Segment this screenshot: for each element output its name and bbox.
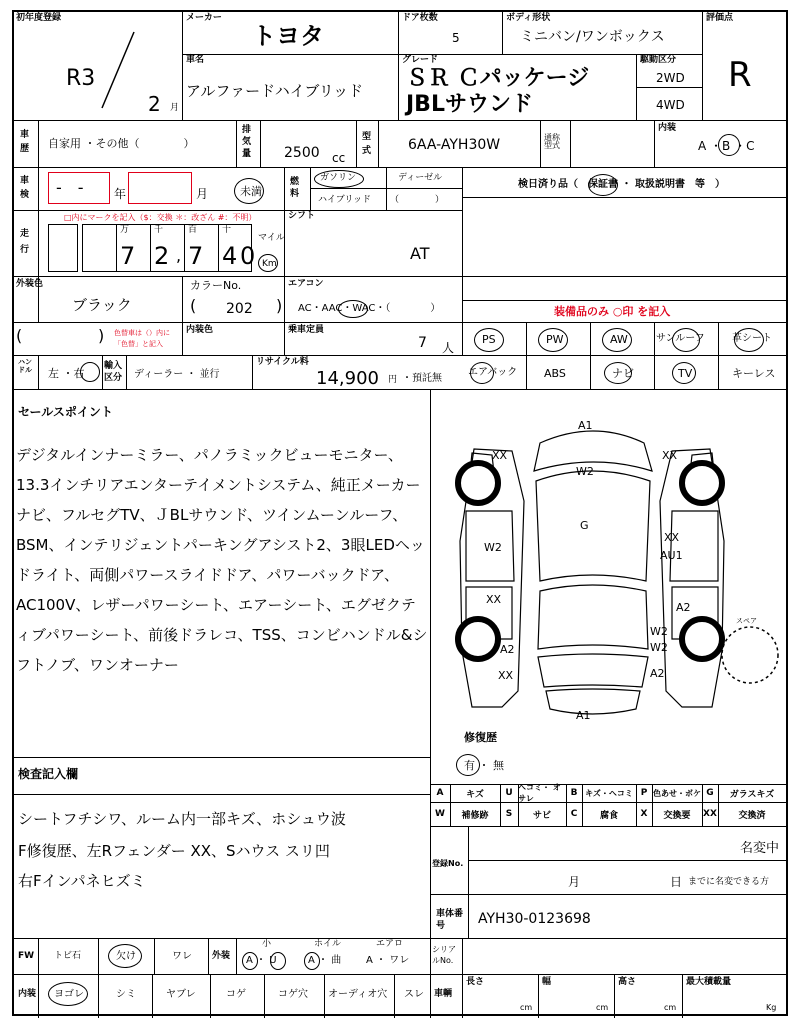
mileage-digit-3: 7 [188,242,204,270]
maker-label: メーカー [186,13,222,23]
equip-navi: ナビ [612,367,634,380]
legend-kizu: キズ [466,789,484,800]
equip-ps: PS [482,333,496,346]
mark-w2-hood: W2 [576,465,594,478]
interior-color-label: 内装色 [186,325,214,335]
mileage-note: □内にマークを記入（$：交換 ＊：改ざん #：不明） [64,213,257,222]
equip-header: 装備品のみ ○印 を記入 [554,305,671,318]
width-label: 幅 [542,977,552,987]
unit-hyaku: 百 [188,225,198,235]
legend-xx: XX [703,809,717,819]
mark-w2-rr: W2 [650,625,668,638]
capacity: 7 [418,335,427,351]
equip-ps-circle [474,328,504,352]
mark-g-roof: G [580,519,589,532]
height-unit: cm [664,1003,677,1012]
equip-airbag-circle [470,362,494,384]
size-label: 車輌 [434,989,453,999]
gaiso: 外装 [212,951,231,961]
audio-ana: オーディオ穴 [328,989,388,1000]
inspection-line-3: 右Fインパネヒズミ [18,872,146,890]
serial-label: シリアルNo. [432,945,456,965]
import-label: 輸入区分 [104,361,123,383]
warranty-circle [588,174,618,196]
legend-hekomi: ヘコミ・ オサレ [518,783,561,803]
color-value: ブラック [72,296,132,314]
displacement-label: 排気量 [242,125,252,159]
insp-circle [234,178,264,204]
equip-airbag: エアバック [468,367,518,378]
wac-circle [338,300,368,318]
inspection-none: 未満 [240,185,262,198]
reg-year-label: 初年度登録 [16,13,62,23]
mark-w2-rr2: W2 [650,641,668,654]
legend-p: P [640,788,648,798]
kake-circle [108,944,142,968]
registration-label: 登録No. [432,859,464,868]
legend-g: G [706,788,714,798]
yen-unit: 円 [388,375,398,385]
mileage-label: 走行 [20,229,30,255]
small-opts: A ・ U [246,955,277,966]
mileage-separator: , [176,246,182,265]
mark-xx-fl: XX [492,449,508,462]
mark-a2-ll: A2 [500,643,515,656]
interior-grade-circle [718,134,740,156]
shift-value: AT [410,244,430,263]
mileage-digit-2: 2 [154,242,170,270]
reg-deadline: までに名変できる方 [688,877,770,887]
shift-label: シフト [288,211,316,221]
tobi: トビ石 [54,951,82,961]
legend-fushoku: 腐食 [599,810,618,821]
legend-b: B [570,788,578,798]
mark-w2-left: W2 [484,541,502,554]
shimi: シミ [116,989,136,1000]
fuel-other: （ ） [390,195,445,205]
naiso-label: 内装 [18,989,37,999]
small-label: 小 [262,939,272,949]
sales-label: セールスポイント [18,405,113,419]
import-value: ディーラー ・ 並行 [134,369,220,380]
displacement: 2500 [284,145,320,161]
car-damage-diagram [432,391,784,782]
legend-c: C [570,809,578,819]
inspection-dashes: - - [56,178,84,197]
inspection-line-1: シートフチシワ、ルーム内一部キズ、ホシュウ波 [18,810,346,828]
legend-hoshu: 補修跡 [461,810,489,821]
reg-month: 2 [148,92,161,116]
mark-a1-top: A1 [578,419,593,432]
mark-xx-bl: XX [498,669,514,682]
handle-label: ハンドル [18,358,32,374]
equip-tv: TV [678,367,693,380]
person-unit: 人 [442,341,455,355]
month-unit-2: 月 [196,187,209,201]
legend-x: X [640,809,648,819]
fw-label: FW [18,951,35,961]
legend-s: S [505,809,513,819]
mark-a2-rr1: A2 [676,601,691,614]
legend-kokan-zumi: 交換済 [738,810,766,821]
drive-label: 駆動区分 [640,55,677,65]
mileage-digit-5: 0 [240,242,256,270]
length-label: 長さ [466,977,485,987]
yabure: ヤブレ [166,989,196,1000]
interior-label: 内装 [658,123,677,133]
legend-u: U [505,788,513,798]
doors-label: ドア枚数 [402,13,438,23]
maker: トヨタ [252,22,324,50]
yogore: ヨゴレ [54,989,84,1000]
mark-a2-rr2: A2 [650,667,665,680]
recycle-label: リサイクル料 [256,357,309,367]
grade-line1: ＳＲ Ｃパッケージ [406,66,590,91]
legend-kokan-yo: 交換要 [663,810,691,821]
handle-circle [80,362,100,382]
wheel-label: ホイル [314,939,342,949]
mile-unit: マイル [258,233,285,243]
fuel-gasoline: ガソリン [320,173,357,183]
cc-unit: cc [332,151,346,165]
mark-xx-left-rear: XX [486,593,502,606]
color-paren-close: ) [276,296,283,315]
color-change-note: 色替車は（）内に「色替」と記入 [114,329,170,348]
history-text: 自家用 ・その他（ ） [48,137,195,150]
koge-ana: コゲ穴 [278,989,308,1000]
wheel-circle [304,952,320,970]
car-name-label: 車名 [186,55,205,65]
aero-opts: A ・ ワレ [366,955,410,966]
equip-aw-circle [602,328,632,352]
mileage-flag-box [48,224,78,272]
length-unit: cm [520,1003,533,1012]
equip-aw: AW [610,333,628,346]
equip-pw-circle [538,328,568,352]
auction-sheet [12,10,788,1016]
grade-line2: JBLサウンド [406,92,533,117]
inspection-line-2: F修復歴、左Rフェンダー XX、Sハウス スリ凹 [18,842,330,860]
inspection-notes-label: 検査記入欄 [18,767,79,781]
fuel-diesel: ディーゼル [398,173,443,183]
mark-xx-right: XX [664,531,680,544]
grade-label: グレード [402,55,439,65]
width-unit: cm [596,1003,609,1012]
color-change-paren-close: ) [98,326,105,345]
documents-label: 検日済り品（ 保証書 ・ 取扱説明書 等 ） [518,179,725,190]
fuel-hybrid: ハイブリッド [318,195,372,205]
legend-w: W [435,809,445,819]
color-label: 外装色 [16,279,44,289]
equip-sunroof: サンルーフ [656,333,705,344]
handle-value: 左 ・右 [48,367,85,380]
max-load-unit: Kg [766,1003,777,1012]
drive-2wd: 2WD [656,71,685,85]
year-unit: 年 [114,187,127,201]
inspection-month-box [128,172,192,204]
equip-abs: ABS [544,367,566,380]
slash-mark [98,30,138,110]
interior-grades: A ・B ・C [698,139,755,153]
meihen: 名変中 [740,841,780,856]
model-label: 型式 [362,132,372,156]
small-circle-a [242,952,258,970]
common-model-label: 通称型式 [544,133,560,150]
equip-pw: PW [546,333,564,346]
color-paren-open: ( [190,296,197,315]
reg-year: R3 [66,66,96,91]
chassis-number: AYH30-0123698 [478,911,591,927]
repair-circle [456,754,480,776]
color-no: 202 [226,301,253,317]
km-unit: Km [262,259,277,269]
unit-ju: 十 [222,225,232,235]
small-circle-u [270,952,286,970]
equip-navi-circle [604,362,632,384]
rating-label: 評価点 [706,13,734,23]
body-label: ボディ形状 [506,13,551,23]
reg-day-unit: 日 [670,875,683,889]
inspection-label: 車検 [20,176,30,200]
ware: ワレ [172,951,192,962]
equip-keyless: キーレス [732,367,776,380]
unit-sen: 千 [154,225,164,235]
gasoline-circle [314,170,364,188]
yogore-circle [48,982,88,1006]
rating: R [728,55,752,95]
legend-sabi: サビ [532,810,551,821]
ac-label: エアコン [288,279,324,289]
mileage-digit-1: 7 [120,242,136,270]
koge: コゲ [226,989,246,1000]
deposit: ・預託無 [402,373,442,384]
repair-label: 修復歴 [464,731,497,744]
mark-a1-bottom: A1 [576,709,591,722]
doors: 5 [452,31,460,45]
color-no-label: カラーNo. [190,279,242,292]
aero-label: エアロ [376,939,404,949]
height-label: 高さ [618,977,637,987]
recycle-fee: 14,900 [316,368,379,389]
chassis-label: 車体番号 [436,909,464,931]
ac-options: AC・AAC・WAC・（ ） [298,303,441,314]
body-type: ミニバン/ワンボックス [520,29,665,45]
mileage-digit-4: 4 [222,242,238,270]
wheel-opts: A ・ 曲 [308,955,342,966]
month-unit: 月 [170,103,180,113]
fuel-label: 燃料 [290,177,300,199]
reg-month-unit: 月 [568,875,581,889]
legend-a: A [436,788,444,798]
equip-tv-circle [672,362,696,384]
repair-value: 有 ・ 無 [464,759,504,772]
color-change-paren: ( [16,326,23,345]
legend-iroase: 色あせ・ボケ [653,788,701,798]
kake: 欠け [116,951,136,962]
equip-sunroof-circle [672,328,700,352]
spare-label: スペア [736,617,757,625]
mark-au1: AU1 [660,549,683,562]
mark-xx-fr: XX [662,449,678,462]
legend-glass: ガラスキズ [729,789,775,800]
equip-leather-circle [734,328,764,352]
legend-kizu-hekomi: キズ・ヘコミ [585,788,633,798]
sales-text: デジタルインナーミラー、パノラミックビューモニター、13.3インチリアエンターテイメントシステム、純正メーカーナビ、フルセグTV、ＪBLサウンド、ツインムーンルーフ、BSM、インテリジェントパーキングアシスト2、3眼LEDヘッドライト、両側パワースライドドア、パワーバックドア、AC100V、レザーパワーシート、エアーシート、エグゼクティブパワーシート、前後ドラレコ、TSS、コンビハンドル&シフトノブ、ワンオーナー [16,446,428,674]
model: 6AA-AYH30W [408,137,501,153]
car-name: アルファードハイブリッド [186,82,364,100]
km-circle [258,254,278,272]
history-label: 車歴 [20,130,30,154]
equip-leather: 革シート [732,333,772,344]
capacity-label: 乗車定員 [288,325,325,335]
sure: スレ [404,989,424,1000]
max-load-label: 最大積載量 [686,977,732,987]
drive-4wd: 4WD [656,98,685,112]
unit-man: 万 [120,225,130,235]
